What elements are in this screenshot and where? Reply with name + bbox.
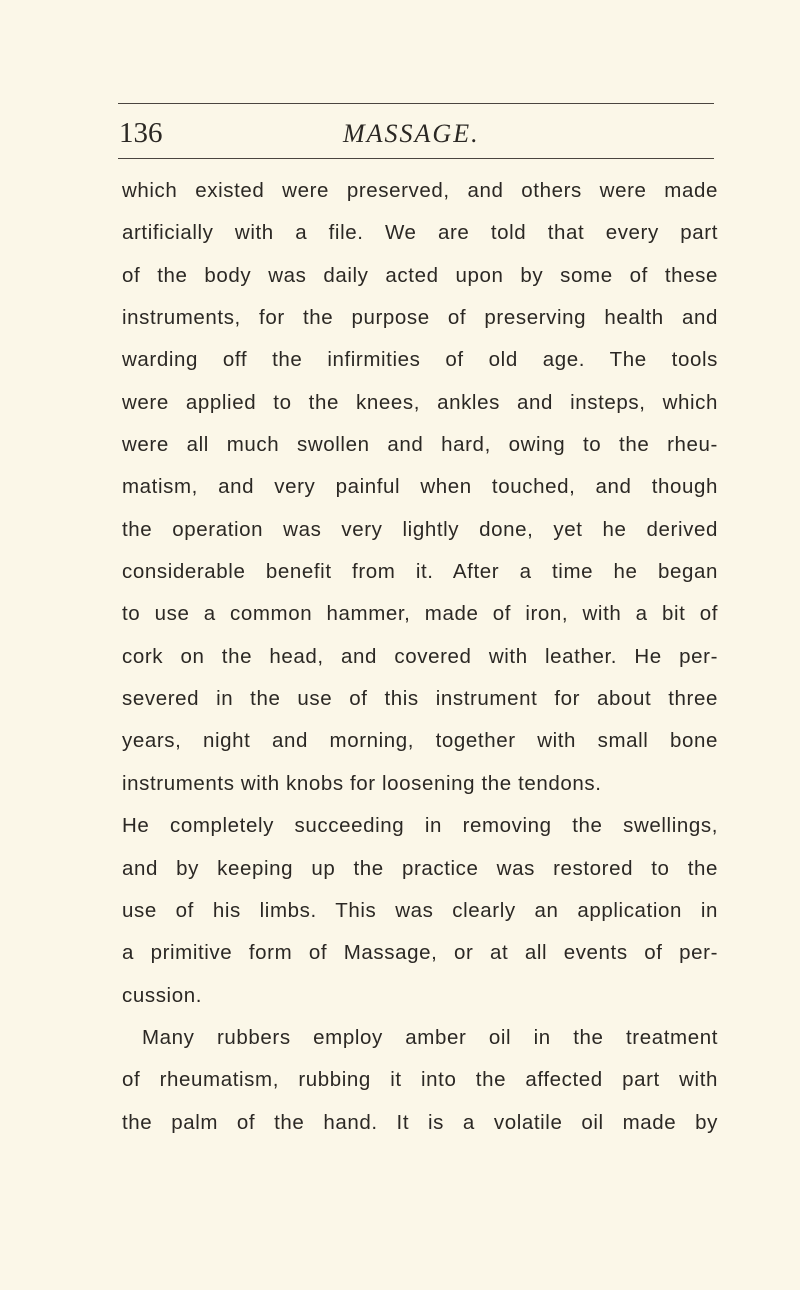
- text-line: of rheumatism, rubbing it into the affected part with: [122, 1068, 718, 1092]
- running-head: MASSAGE.: [343, 119, 480, 148]
- text-line: matism, and very painful when touched, and though: [122, 475, 718, 499]
- text-line: years, night and morning, together with small bone: [122, 729, 718, 753]
- text-line: cussion.: [122, 983, 203, 1007]
- text-line: warding off the infirmities of old age. The tools: [122, 348, 718, 372]
- text-line: a primitive form of Massage, or at all events of per-: [122, 941, 718, 965]
- top-rule: [118, 103, 714, 104]
- text-line: instruments with knobs for loosening the tendons.: [122, 771, 602, 795]
- header-rule: [118, 158, 714, 159]
- text-line: cork on the head, and covered with leather. He per-: [122, 644, 718, 668]
- text-line: to use a common hammer, made of iron, with a bit of: [122, 602, 718, 626]
- text-line: artificially with a file. We are told that every part: [122, 221, 718, 245]
- text-line: use of his limbs. This was clearly an application in: [122, 898, 718, 922]
- text-line: and by keeping up the practice was restored to the: [122, 856, 718, 880]
- page-number: 136: [119, 117, 163, 149]
- paragraph-first-line: Many rubbers employ amber oil in the treatment: [142, 1025, 718, 1049]
- body-text: [122, 170, 718, 1144]
- text-line: the operation was very lightly done, yet he derived: [122, 517, 718, 541]
- text-line: were all much swollen and hard, owing to the rheu-: [122, 433, 718, 457]
- text-line: of the body was daily acted upon by some of these: [122, 263, 718, 287]
- text-line: the palm of the hand. It is a volatile oil made by: [122, 1110, 718, 1134]
- text-line: considerable benefit from it. After a time he began: [122, 560, 718, 584]
- text-line: instruments, for the purpose of preserving health and: [122, 306, 718, 330]
- text-line: severed in the use of this instrument for about three: [122, 687, 718, 711]
- page-header: [119, 117, 715, 157]
- text-line: He completely succeeding in removing the swellings,: [122, 814, 718, 838]
- text-line: which existed were preserved, and others were made: [122, 179, 718, 202]
- text-line: were applied to the knees, ankles and insteps, which: [122, 390, 718, 414]
